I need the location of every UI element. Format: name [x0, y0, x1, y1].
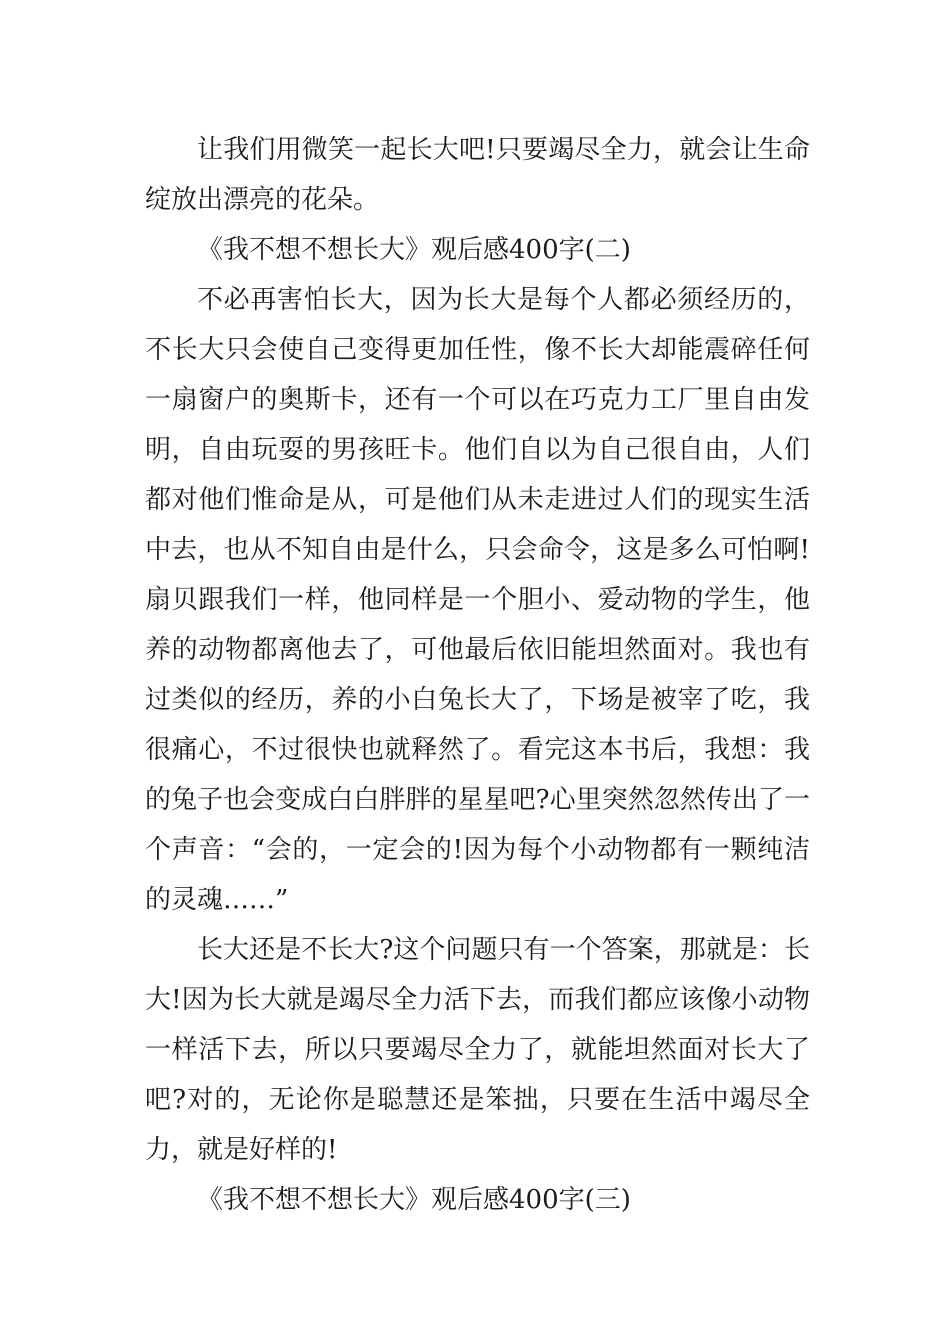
- text-column: [145, 125, 810, 1225]
- paragraph-closing: 让我们用微笑一起长大吧!只要竭尽全力，就会让生命绽放出漂亮的花朵。: [145, 135, 810, 215]
- paragraph-body-one: 不必再害怕长大，因为长大是每个人都必须经历的，不长大只会使自己变得更加任性，像不长大却能震碎任何一扇窗户的奥斯卡，还有一个可以在巧克力工厂里自由发明，自由玩耍的男孩旺卡。他们自以为自己很自由，人们都对他们惟命是从，可是他们从未走进过人们的现实生活中去，也从不知自由是什么，只会命令，这是多么可怕啊!扇贝跟我们一样，他同样是一个胆小、爱动物的学生，他养的动物都离他去了，可他最后依旧能坦然面对。我也有过类似的经历，养的小白兔长大了，下场是被宰了吃，我很痛心，不过很快也就释然了。看完这本书后，我想：我的兔子也会变成白白胖胖的星星吧?心里突然忽然传出了一个声音：“会的，一定会的!因为每个小动物都有一颗纯洁的灵魂……”: [145, 285, 810, 915]
- paragraph-body-two: 长大还是不长大?这个问题只有一个答案，那就是：长大!因为长大就是竭尽全力活下去，而我们都应该像小动物一样活下去，所以只要竭尽全力了，就能坦然面对长大了吧?对的，无论你是聪慧还是笨拙，只要在生活中竭尽全力，就是好样的!: [145, 935, 810, 1165]
- section-heading-two: 《我不想不想长大》观后感400字(二): [197, 235, 631, 265]
- section-heading-three: 《我不想不想长大》观后感400字(三): [197, 1185, 631, 1215]
